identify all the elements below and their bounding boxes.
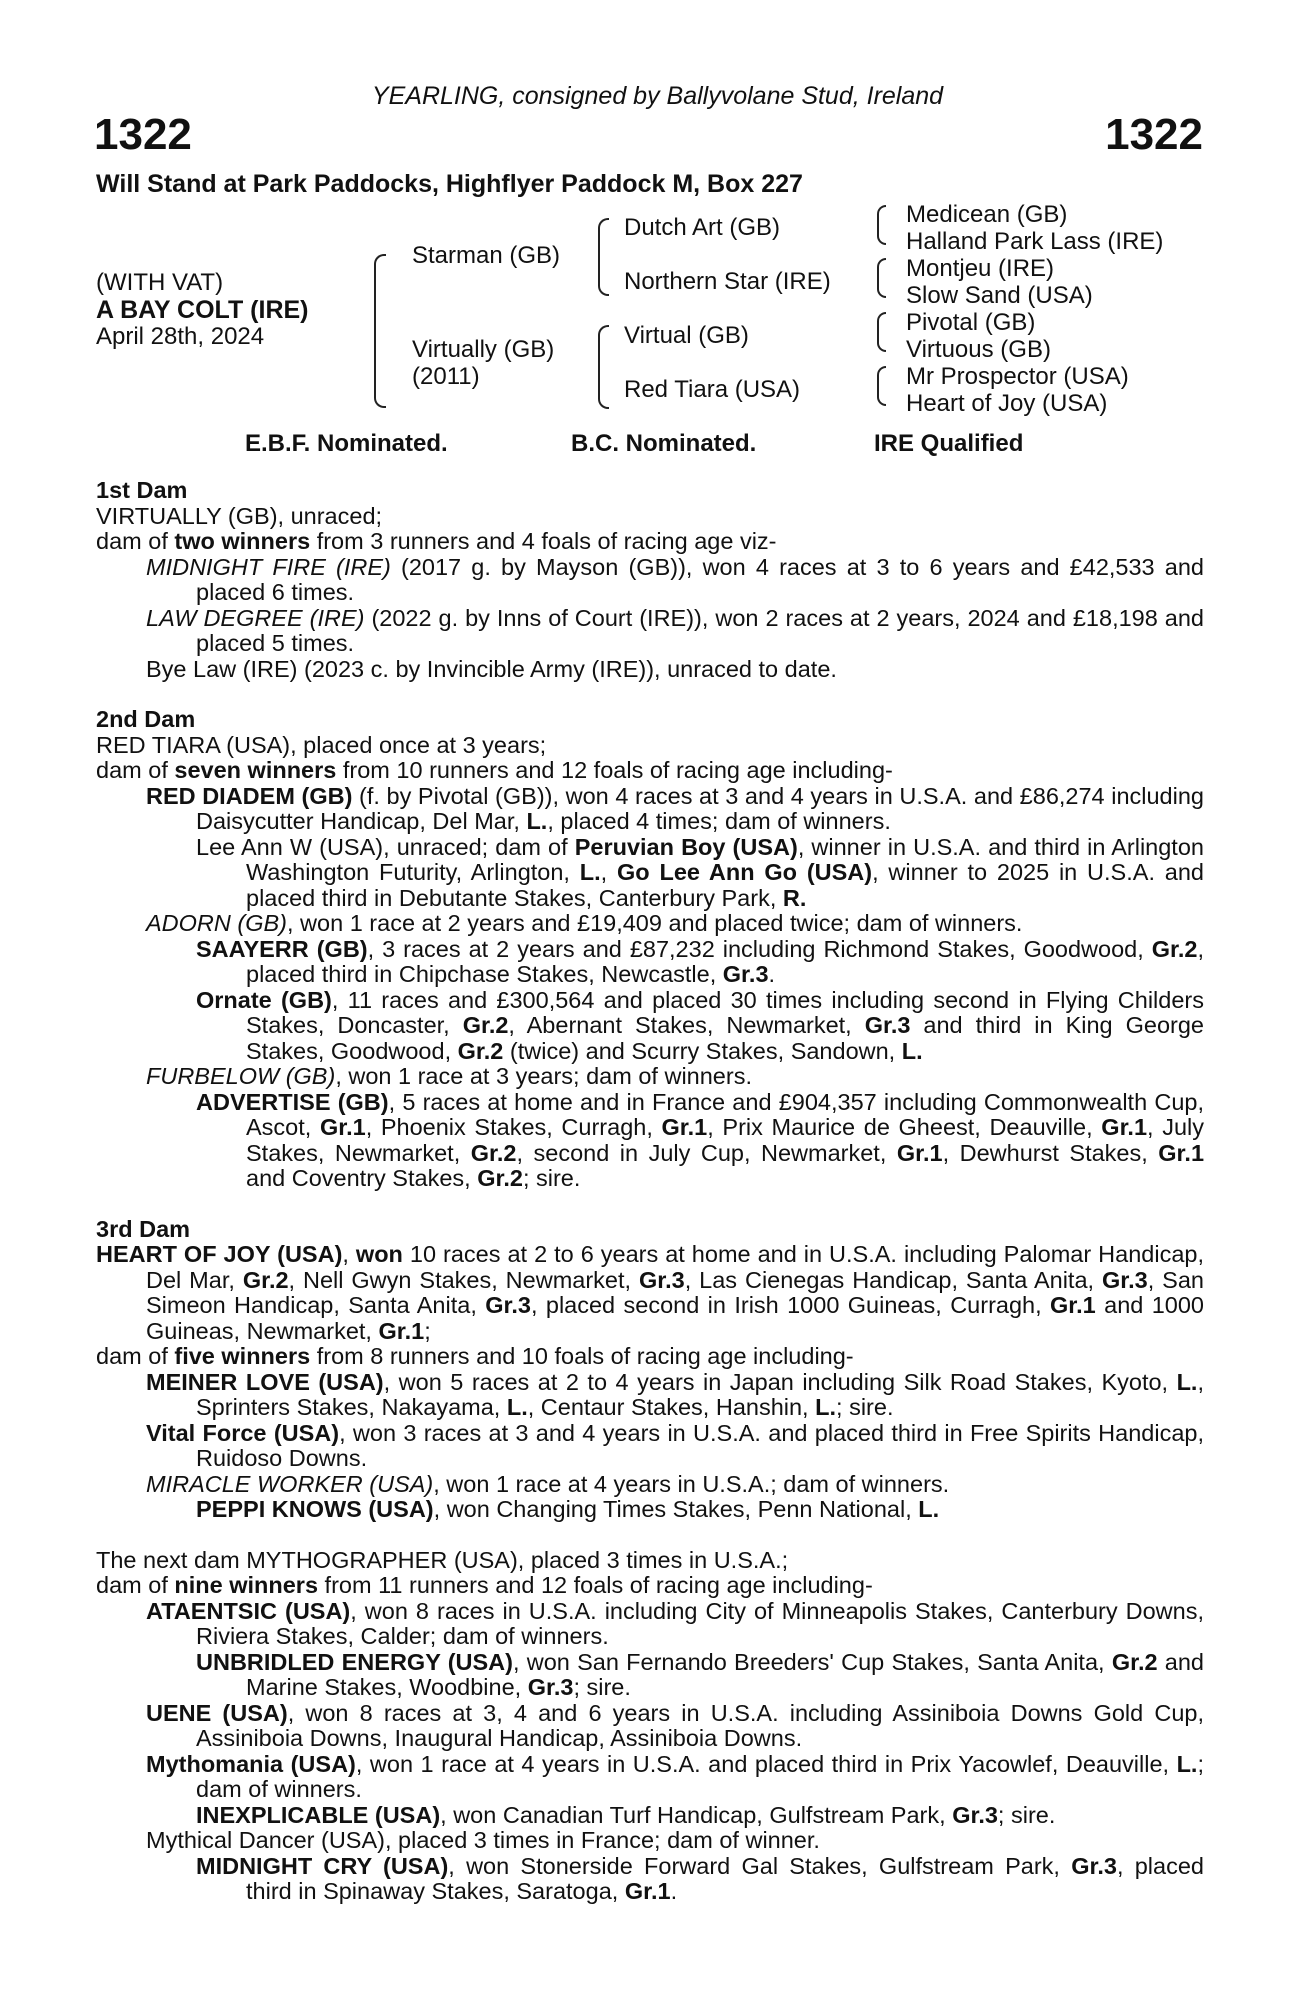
- next-dam-line: The next dam MYTHOGRAPHER (USA), placed 3 times in U.S.A.;: [96, 1546, 789, 1573]
- ped-dss: Pivotal (GB): [906, 309, 1036, 336]
- sire: Starman (GB): [412, 242, 561, 269]
- brace-dd: [877, 366, 886, 406]
- ped-ssd: Halland Park Lass (IRE): [906, 228, 1164, 255]
- second-dam-produce-line: dam of seven winners from 10 runners and 12 foals of racing age including-: [96, 757, 893, 783]
- second-dam-heading: 2nd Dam: [96, 706, 196, 732]
- brace-ss: [877, 205, 886, 245]
- ped-ddd: Heart of Joy (USA): [906, 390, 1108, 417]
- entry-ataentsic: ATAENTSIC (USA), won 8 races in U.S.A. including City of Minneapolis Stakes, Canterbury Downs, Riviera Stakes, Calder; dam of winners.: [146, 1597, 1205, 1649]
- entry-miracle-worker: MIRACLE WORKER (USA), won 1 race at 4 years in U.S.A.; dam of winners.: [146, 1470, 950, 1497]
- entry-saayerr: SAAYERR (GB), 3 races at 2 years and £87,232 including Richmond Stakes, Goodwood, Gr.2, placed third in Chipchase Stakes, Newcastle, Gr.3.: [196, 935, 1204, 987]
- ped-sdd: Slow Sand (USA): [906, 282, 1093, 309]
- second-dam-line: RED TIARA (USA), placed once at 3 years;: [96, 731, 547, 758]
- horse-name: A BAY COLT (IRE): [96, 296, 309, 324]
- brace-main: [374, 254, 386, 408]
- dam-sire: Virtual (GB): [624, 322, 749, 349]
- entry-uene: UENE (USA), won 8 races at 3, 4 and 6 years in U.S.A. including Assiniboia Downs Gold Cup, Assiniboia Downs, Inaugural Handicap, Assiniboia Downs.: [146, 1699, 1204, 1751]
- ped-dsd: Virtuous (GB): [906, 336, 1051, 363]
- vat-label: (WITH VAT): [96, 269, 224, 296]
- location-line: Will Stand at Park Paddocks, Highflyer Paddock M, Box 227: [96, 170, 803, 198]
- ebf-nomination: E.B.F. Nominated.: [245, 430, 448, 457]
- third-dam-produce-line: dam of five winners from 8 runners and 10 foals of racing age including-: [96, 1343, 854, 1369]
- entry-adorn: ADORN (GB), won 1 race at 2 years and £19,409 and placed twice; dam of winners.: [146, 910, 1023, 936]
- entry-vital-force: Vital Force (USA), won 3 races at 3 and 4 years in U.S.A. and placed third in Free Spirits Handicap, Ruidoso Downs.: [146, 1419, 1205, 1471]
- catalogue-body: [96, 478, 1204, 1905]
- first-dam-line: VIRTUALLY (GB), unraced;: [96, 502, 383, 529]
- dam-dam: Red Tiara (USA): [624, 376, 801, 403]
- produce-bye-law: Bye Law (IRE) (2023 c. by Invincible Army (IRE)), unraced to date.: [146, 655, 837, 682]
- entry-peppi-knows: PEPPI KNOWS (USA), won Changing Times Stakes, Penn National, L.: [196, 1496, 940, 1522]
- sire-sire: Dutch Art (GB): [624, 214, 781, 241]
- brace-sire: [598, 218, 609, 296]
- foaling-date: April 28th, 2024: [96, 323, 265, 350]
- entry-heart-of-joy: HEART OF JOY (USA), won 10 races at 2 to 6 years at home and in U.S.A. including Palomar Handicap, Del Mar, Gr.2, Nell Gwyn Stakes, Newmarket, Gr.3, Las Cienegas Handicap, Santa Anita, Gr.3, San Simeon Handicap, Santa Anita, Gr.3, placed second in Irish 1000 Guineas, Curragh, Gr.1 and 1000 Guineas, Newmarket, Gr.1;: [96, 1241, 1204, 1344]
- brace-ds: [877, 312, 886, 352]
- entry-lee-ann-w: Lee Ann W (USA), unraced; dam of Peruvian Boy (USA), winner in U.S.A. and third in Arlington Washington Futurity, Arlington, L., Go Lee Ann Go (USA), winner to 2025 in U.S.A. and placed third in Debutante Stakes, Canterbury Park, R.: [196, 833, 1204, 911]
- ped-sds: Montjeu (IRE): [906, 255, 1055, 282]
- dam-year: (2011): [412, 363, 480, 390]
- entry-ornate: Ornate (GB), 11 races and £300,564 and placed 30 times including second in Flying Childers Stakes, Doncaster, Gr.2, Abernant Stakes, Newmarket, Gr.3 and third in King George Stakes, Goodwood, Gr.2 (twice) and Scurry Stakes, Sandown, L.: [196, 986, 1204, 1064]
- entry-mythomania: Mythomania (USA), won 1 race at 4 years in U.S.A. and placed third in Prix Yacowlef, Deauville, L.; dam of winners.: [146, 1750, 1204, 1802]
- next-dam-produce-line: dam of nine winners from 11 runners and 12 foals of racing age including-: [96, 1572, 873, 1598]
- dam: Virtually (GB): [412, 336, 555, 363]
- lot-number-left: 1322: [94, 110, 192, 159]
- entry-midnight-cry: MIDNIGHT CRY (USA), won Stonerside Forward Gal Stakes, Gulfstream Park, Gr.3, placed third in Spinaway Stakes, Saratoga, Gr.1.: [196, 1852, 1204, 1904]
- consignment-line: YEARLING, consigned by Ballyvolane Stud, Ireland: [371, 82, 944, 110]
- ire-qualified: IRE Qualified: [874, 430, 1024, 457]
- first-dam-heading: 1st Dam: [96, 477, 188, 503]
- bc-nomination: B.C. Nominated.: [571, 430, 757, 457]
- produce-law-degree: LAW DEGREE (IRE) (2022 g. by Inns of Court (IRE)), won 2 races at 2 years, 2024 and £18,198 and placed 5 times.: [146, 604, 1204, 656]
- first-dam-produce-line: dam of two winners from 3 runners and 4 foals of racing age viz-: [96, 528, 777, 554]
- brace-dam: [598, 325, 609, 409]
- brace-sd: [877, 258, 886, 298]
- lot-number-right: 1322: [1105, 110, 1203, 159]
- third-dam-heading: 3rd Dam: [96, 1215, 191, 1242]
- entry-mythical-dancer: Mythical Dancer (USA), placed 3 times in France; dam of winner.: [146, 1827, 820, 1853]
- entry-inexplicable: INEXPLICABLE (USA), won Canadian Turf Handicap, Gulfstream Park, Gr.3; sire.: [196, 1801, 1056, 1828]
- entry-red-diadem: RED DIADEM (GB) (f. by Pivotal (GB)), won 4 races at 3 and 4 years in U.S.A. and £86,274 including Daisycutter Handicap, Del Mar, L., placed 4 times; dam of winners.: [146, 782, 1204, 834]
- produce-midnight-fire: MIDNIGHT FIRE (IRE) (2017 g. by Mayson (GB)), won 4 races at 3 to 6 years and £42,533 and placed 6 times.: [146, 553, 1204, 605]
- entry-unbridled-energy: UNBRIDLED ENERGY (USA), won San Fernando Breeders' Cup Stakes, Santa Anita, Gr.2 and Marine Stakes, Woodbine, Gr.3; sire.: [196, 1648, 1205, 1700]
- entry-advertise: ADVERTISE (GB), 5 races at home and in France and £904,357 including Commonwealth Cup, Ascot, Gr.1, Phoenix Stakes, Curragh, Gr.1, Prix Maurice de Gheest, Deauville, Gr.1, July Stakes, Newmarket, Gr.2, second in July Cup, Newmarket, Gr.1, Dewhurst Stakes, Gr.1 and Coventry Stakes, Gr.2; sire.: [196, 1088, 1205, 1191]
- ped-dds: Mr Prospector (USA): [906, 363, 1129, 390]
- entry-furbelow: FURBELOW (GB), won 1 race at 3 years; dam of winners.: [146, 1063, 752, 1089]
- sire-dam: Northern Star (IRE): [624, 268, 831, 295]
- ped-sss: Medicean (GB): [906, 201, 1068, 228]
- entry-meiner-love: MEINER LOVE (USA), won 5 races at 2 to 4 years in Japan including Silk Road Stakes, Kyoto, L., Sprinters Stakes, Nakayama, L., Centaur Stakes, Hanshin, L.; sire.: [146, 1368, 1204, 1420]
